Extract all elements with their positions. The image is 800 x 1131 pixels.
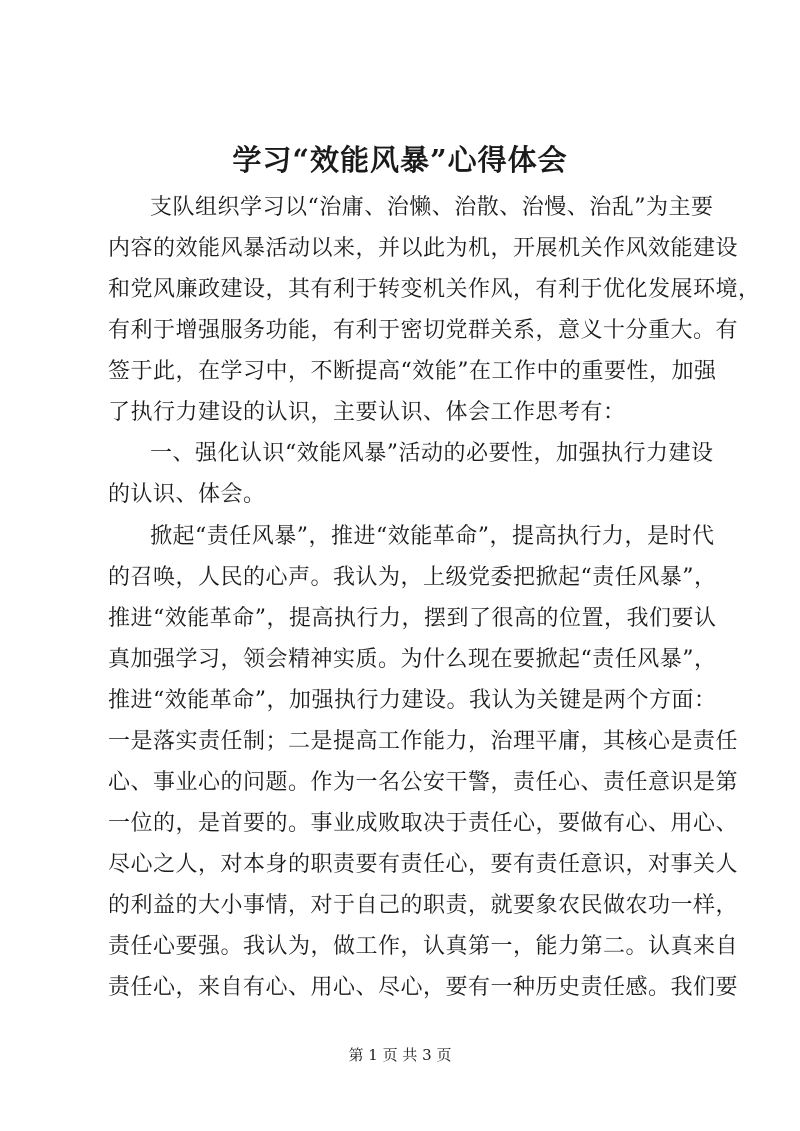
paragraph-1-line-3: 和党风廉政建设，其有利于转变机关作风，有利于优化发展环境， (108, 277, 761, 302)
paragraph-3-line-6: 一是落实责任制；二是提高工作能力，治理平庸，其核心是责任 (108, 729, 739, 754)
paragraph-3-line-8: 一位的，是首要的。事业成败取决于责任心，要做有心、用心、 (108, 811, 739, 836)
paragraph-3-line-7: 心、事业心的问题。作为一名公安干警，责任心、责任意识是第 (108, 770, 739, 795)
paragraph-3-line-9: 尽心之人，对本身的职责要有责任心，要有责任意识，对事关人 (108, 852, 739, 877)
paragraph-2-line-2: 的认识、体会。 (108, 482, 266, 507)
paragraph-1-line-6: 了执行力建设的认识，主要认识、体会工作思考有： (108, 400, 626, 425)
page-number-footer: 第 1 页 共 3 页 (348, 1046, 452, 1064)
paragraph-3-line-5: 推进“效能革命”，加强执行力建设。我认为关键是两个方面： (108, 688, 717, 713)
paragraph-3-line-12: 责任心，来自有心、用心、尽心，要有一种历史责任感。我们要 (108, 975, 739, 1000)
paragraph-3-line-3: 推进“效能革命”，提高执行力，摆到了很高的位置，我们要认 (108, 606, 717, 631)
paragraph-3-line-10: 的利益的大小事情，对于自己的职责，就要象农民做农功一样， (108, 893, 739, 918)
paragraph-1-line-1: 支队组织学习以“治庸、治懒、治散、治慢、治乱”为主要 (150, 195, 714, 220)
paragraph-3-line-4: 真加强学习，领会精神实质。为什么现在要掀起“责任风暴”， (108, 647, 717, 672)
document-title: 学习“效能风暴”心得体会 (232, 143, 568, 177)
paragraph-1-line-5: 签于此，在学习中，不断提高“效能”在工作中的重要性，加强 (108, 359, 717, 384)
paragraph-1-line-2: 内容的效能风暴活动以来，并以此为机，开展机关作风效能建设 (108, 236, 739, 261)
paragraph-3-line-11: 责任心要强。我认为，做工作，认真第一，能力第二。认真来自 (108, 934, 739, 959)
paragraph-3-line-1: 掀起“责任风暴”，推进“效能革命”，提高执行力，是时代 (150, 524, 715, 549)
paragraph-3-line-2: 的召唤，人民的心声。我认为，上级党委把掀起“责任风暴”， (108, 565, 717, 590)
paragraph-2-line-1: 一、强化认识“效能风暴”活动的必要性，加强执行力建设 (150, 441, 714, 466)
paragraph-1-line-4: 有利于增强服务功能，有利于密切党群关系，意义十分重大。有 (108, 318, 739, 343)
